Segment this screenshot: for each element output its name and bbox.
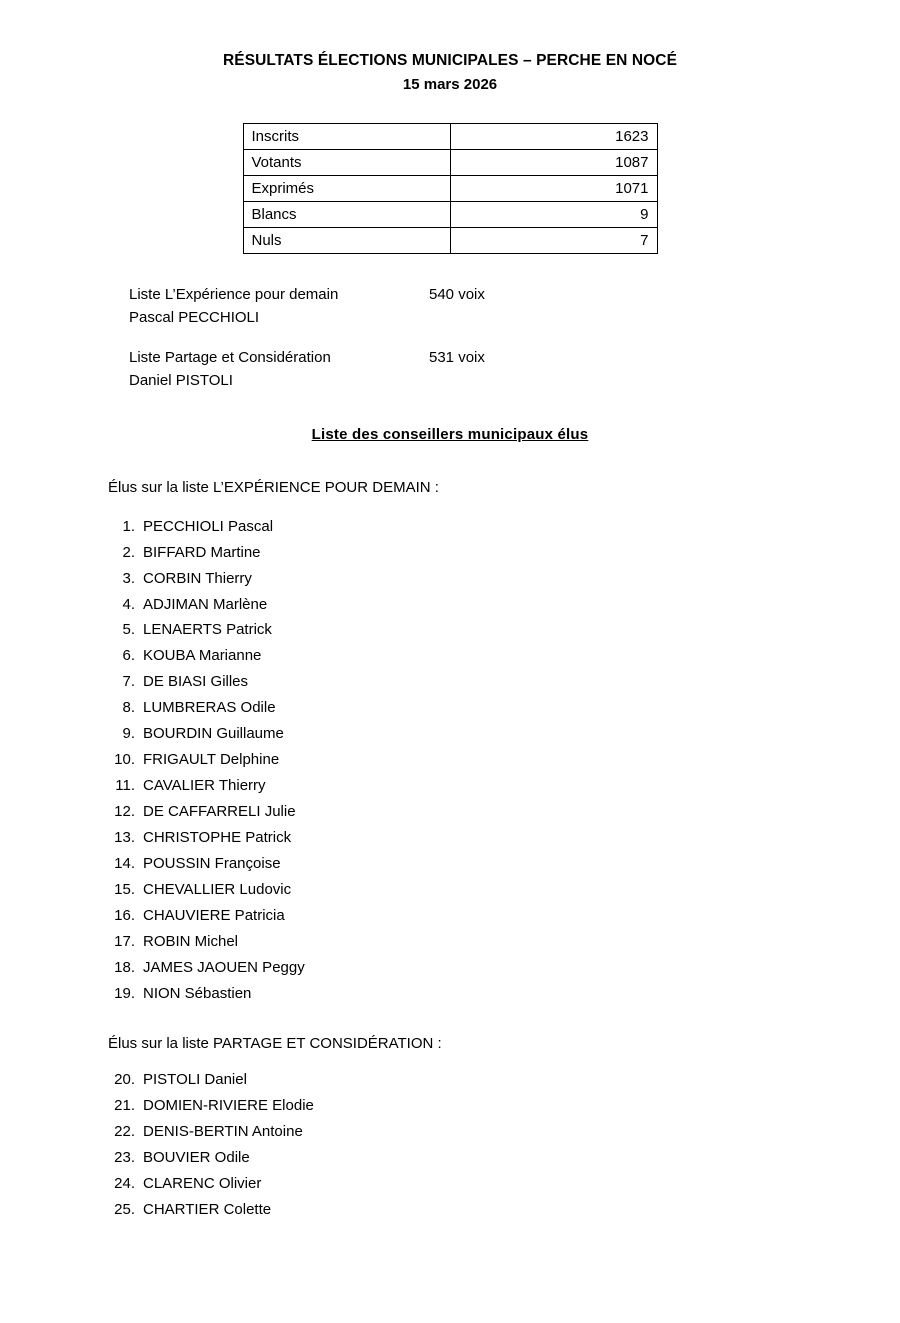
stats-value: 9 (450, 202, 657, 228)
list-item (0, 825, 900, 851)
list-item-label: DOMIEN-RIVIERE Elodie (143, 1096, 314, 1114)
list-item-label: POUSSIN Françoise (143, 854, 281, 872)
section-heading-elected: Liste des conseillers municipaux élus (311, 426, 589, 444)
list-item-label: CLARENC Olivier (143, 1174, 262, 1192)
stats-label: Inscrits (243, 124, 450, 150)
list-item-number: 7. (122, 673, 135, 691)
page-title: RÉSULTATS ÉLECTIONS MUNICIPALES – PERCHE EN NOCÉ (222, 52, 678, 69)
list-item-number: 13. (114, 828, 135, 846)
list-item-number: 4. (122, 595, 135, 613)
list-item (0, 1197, 900, 1223)
list-item-number: 12. (114, 803, 135, 821)
list-item (0, 540, 900, 566)
list-votes: 531 voix (429, 349, 485, 367)
list-result-entry (129, 347, 900, 392)
list-item (0, 1093, 900, 1119)
list-item (0, 981, 900, 1007)
stats-table-wrapper (0, 123, 900, 254)
elected-list (0, 1067, 900, 1223)
list-item-label: DE BIASI Gilles (143, 673, 249, 691)
list-item (0, 1145, 900, 1171)
list-head-candidate: Daniel PISTOLI (129, 371, 233, 389)
table-row (243, 124, 657, 150)
list-item (0, 1067, 900, 1093)
list-item (0, 903, 900, 929)
list-item (0, 747, 900, 773)
list-item-label: JAMES JAOUEN Peggy (143, 958, 305, 976)
group-intro: Élus sur la liste PARTAGE ET CONSIDÉRATION : (108, 1034, 442, 1052)
list-item-number: 15. (114, 880, 135, 898)
list-item-label: DE CAFFARRELI Julie (143, 803, 296, 821)
list-item (0, 695, 900, 721)
list-item-number: 5. (122, 621, 135, 639)
list-item-label: BIFFARD Martine (143, 543, 261, 561)
list-item-label: ADJIMAN Marlène (143, 595, 268, 613)
stats-table (243, 123, 658, 254)
table-row (243, 228, 657, 254)
elected-group-experience (0, 477, 900, 1006)
list-votes: 540 voix (429, 286, 485, 304)
list-item-number: 19. (114, 984, 135, 1002)
list-item (0, 514, 900, 540)
list-item (0, 851, 900, 877)
stats-label: Nuls (243, 228, 450, 254)
list-item-number: 3. (122, 569, 135, 587)
list-item-number: 9. (122, 725, 135, 743)
list-item-label: ROBIN Michel (143, 932, 239, 950)
list-item-number: 8. (122, 699, 135, 717)
list-item-label: CHARTIER Colette (143, 1200, 272, 1218)
document-page (0, 50, 900, 1323)
list-item-label: BOUVIER Odile (143, 1148, 250, 1166)
list-item (0, 955, 900, 981)
list-item (0, 592, 900, 618)
list-item (0, 929, 900, 955)
list-item (0, 1171, 900, 1197)
list-item-label: LENAERTS Patrick (143, 621, 272, 639)
list-item-number: 6. (122, 647, 135, 665)
list-result-row (129, 284, 900, 307)
stats-value: 7 (450, 228, 657, 254)
list-item-label: CHEVALLIER Ludovic (143, 880, 292, 898)
stats-label: Exprimés (243, 176, 450, 202)
list-item-label: CAVALIER Thierry (143, 777, 266, 795)
page-subtitle: 15 mars 2026 (402, 76, 498, 94)
list-item-label: FRIGAULT Delphine (143, 751, 280, 769)
list-head-candidate: Pascal PECCHIOLI (129, 308, 260, 326)
list-item-label: CHAUVIERE Patricia (143, 906, 285, 924)
list-name: Liste Partage et Considération (129, 349, 331, 367)
list-item (0, 566, 900, 592)
list-item-number: 22. (114, 1122, 135, 1140)
list-item-number: 21. (114, 1096, 135, 1114)
list-item-label: PECCHIOLI Pascal (143, 517, 274, 535)
stats-label: Blancs (243, 202, 450, 228)
list-item-number: 17. (114, 932, 135, 950)
list-item-number: 24. (114, 1174, 135, 1192)
list-item-label: NION Sébastien (143, 984, 252, 1002)
list-item-number: 20. (114, 1071, 135, 1089)
list-item (0, 721, 900, 747)
list-item (0, 877, 900, 903)
stats-value: 1087 (450, 150, 657, 176)
list-result-entry (129, 284, 900, 329)
list-item-label: BOURDIN Guillaume (143, 725, 284, 743)
table-row (243, 176, 657, 202)
list-item-number: 2. (122, 543, 135, 561)
list-item-label: CORBIN Thierry (143, 569, 252, 587)
list-item-number: 1. (122, 517, 135, 535)
list-item-number: 18. (114, 958, 135, 976)
elected-group-partage (0, 1033, 900, 1223)
list-item-label: CHRISTOPHE Patrick (143, 828, 292, 846)
list-item-number: 25. (114, 1200, 135, 1218)
stats-label: Votants (243, 150, 450, 176)
elected-list (0, 514, 900, 1007)
list-item-label: DENIS-BERTIN Antoine (143, 1122, 303, 1140)
list-item-number: 11. (115, 777, 135, 795)
stats-value: 1623 (450, 124, 657, 150)
list-item-label: PISTOLI Daniel (143, 1071, 247, 1089)
list-name: Liste L’Expérience pour demain (129, 286, 339, 304)
list-item (0, 1119, 900, 1145)
lists-results (129, 284, 900, 392)
table-row (243, 150, 657, 176)
list-item-number: 14. (114, 854, 135, 872)
list-item-label: LUMBRERAS Odile (143, 699, 276, 717)
list-item-number: 16. (114, 906, 135, 924)
stats-value: 1071 (450, 176, 657, 202)
group-intro: Élus sur la liste L’EXPÉRIENCE POUR DEMAIN : (108, 479, 439, 497)
list-item (0, 669, 900, 695)
list-result-row (129, 347, 900, 370)
list-item (0, 617, 900, 643)
table-row (243, 202, 657, 228)
list-item-label: KOUBA Marianne (143, 647, 262, 665)
list-item (0, 643, 900, 669)
list-item-number: 23. (114, 1148, 135, 1166)
list-item-number: 10. (114, 751, 135, 769)
title-block (0, 50, 900, 96)
list-item (0, 799, 900, 825)
list-item (0, 773, 900, 799)
